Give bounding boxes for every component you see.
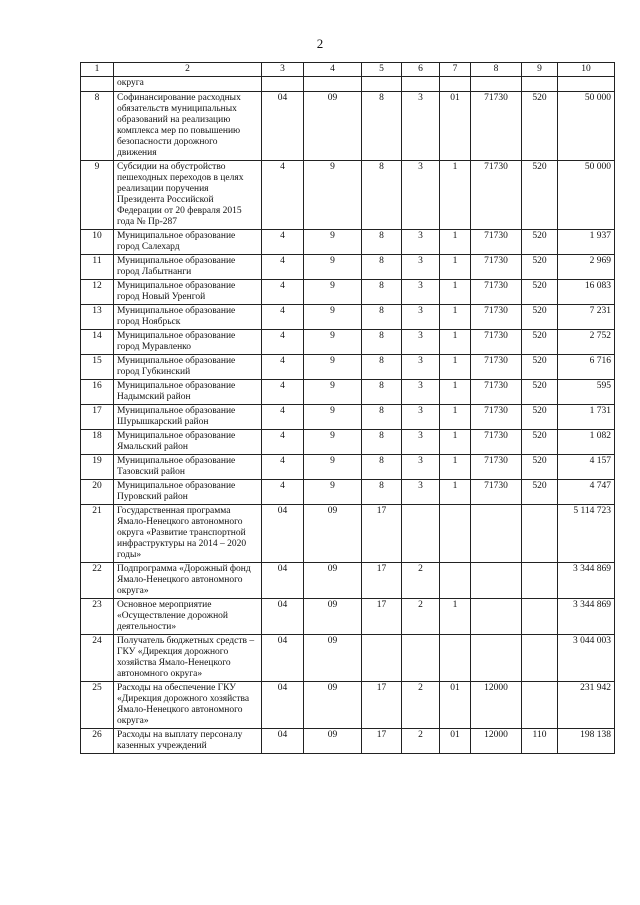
row-name: Подпрограмма «Дорожный фонд Ямало-Ненецкого автономного округа» xyxy=(114,563,262,599)
row-name: Муниципальное образование город Салехард xyxy=(114,230,262,255)
cell-expense-type: 520 xyxy=(522,355,558,380)
cell-amount: 1 082 xyxy=(558,430,615,455)
table-row xyxy=(81,505,615,563)
cell-subsection: 09 xyxy=(304,635,362,682)
cell-direction: 12000 xyxy=(471,729,522,754)
cell-activity: 01 xyxy=(440,682,471,729)
cell-section: 04 xyxy=(262,599,304,635)
continuation-row xyxy=(81,77,615,92)
cell-section: 4 xyxy=(262,280,304,305)
cell-subsection: 9 xyxy=(304,330,362,355)
row-number: 12 xyxy=(81,280,114,305)
row-number: 16 xyxy=(81,380,114,405)
row-number: 19 xyxy=(81,455,114,480)
cell-expense-type xyxy=(522,682,558,729)
cell-activity: 01 xyxy=(440,729,471,754)
cell-amount: 1 731 xyxy=(558,405,615,430)
cell-direction: 71730 xyxy=(471,305,522,330)
cell-expense-type: 520 xyxy=(522,280,558,305)
cell-subsection: 09 xyxy=(304,729,362,754)
row-number: 21 xyxy=(81,505,114,563)
cell-amount: 2 969 xyxy=(558,255,615,280)
cell-subprogram: 2 xyxy=(402,599,440,635)
row-name: Получатель бюджетных средств – ГКУ «Дирекция дорожного хозяйства Ямало-Ненецкого автономного округа» xyxy=(114,635,262,682)
cell-subsection: 9 xyxy=(304,380,362,405)
cell-program: 17 xyxy=(362,599,402,635)
cell-section: 4 xyxy=(262,405,304,430)
row-number: 26 xyxy=(81,729,114,754)
row-name: Муниципальное образование Пуровский район xyxy=(114,480,262,505)
cell-activity: 1 xyxy=(440,355,471,380)
row-name: округа xyxy=(114,77,262,92)
row-number: 10 xyxy=(81,230,114,255)
cell-subprogram xyxy=(402,505,440,563)
row-number: 8 xyxy=(81,92,114,161)
cell-amount: 4 747 xyxy=(558,480,615,505)
cell-direction: 12000 xyxy=(471,682,522,729)
cell-section: 4 xyxy=(262,380,304,405)
cell-direction xyxy=(471,505,522,563)
table-row xyxy=(81,430,615,455)
row-name: Муниципальное образование город Муравленко xyxy=(114,330,262,355)
table-row xyxy=(81,92,615,161)
cell-program: 8 xyxy=(362,161,402,230)
cell-expense-type xyxy=(522,599,558,635)
cell-program: 17 xyxy=(362,563,402,599)
row-name: Основное мероприятие «Осуществление дорожной деятельности» xyxy=(114,599,262,635)
cell-direction xyxy=(471,599,522,635)
cell-section: 4 xyxy=(262,305,304,330)
cell-subsection: 9 xyxy=(304,230,362,255)
cell-section: 4 xyxy=(262,161,304,230)
table-row xyxy=(81,355,615,380)
cell-subsection: 09 xyxy=(304,505,362,563)
cell-subsection: 9 xyxy=(304,280,362,305)
cell-expense-type: 520 xyxy=(522,330,558,355)
cell-expense-type: 520 xyxy=(522,380,558,405)
cell-activity xyxy=(440,563,471,599)
cell-amount: 3 344 869 xyxy=(558,599,615,635)
cell-direction: 71730 xyxy=(471,480,522,505)
cell-program: 8 xyxy=(362,305,402,330)
cell-direction: 71730 xyxy=(471,330,522,355)
cell-subsection: 9 xyxy=(304,405,362,430)
cell-activity: 1 xyxy=(440,405,471,430)
row-number: 9 xyxy=(81,161,114,230)
cell-direction: 71730 xyxy=(471,92,522,161)
cell-activity: 1 xyxy=(440,599,471,635)
row-name: Государственная программа Ямало-Ненецкого автономного округа «Развитие транспортной инфраструктуры на 2014 – 2020 годы» xyxy=(114,505,262,563)
cell-activity xyxy=(440,505,471,563)
column-header: 8 xyxy=(471,63,522,77)
cell-direction: 71730 xyxy=(471,355,522,380)
cell-section: 4 xyxy=(262,355,304,380)
cell-expense-type: 110 xyxy=(522,729,558,754)
cell-amount: 595 xyxy=(558,380,615,405)
table-row xyxy=(81,255,615,280)
cell-subsection: 9 xyxy=(304,355,362,380)
cell-amount: 231 942 xyxy=(558,682,615,729)
cell-amount: 16 083 xyxy=(558,280,615,305)
cell-subsection: 09 xyxy=(304,92,362,161)
cell-subprogram: 3 xyxy=(402,455,440,480)
cell-section: 4 xyxy=(262,455,304,480)
cell-expense-type: 520 xyxy=(522,480,558,505)
row-name: Расходы на обеспечение ГКУ «Дирекция дорожного хозяйства Ямало-Ненецкого автономного округа» xyxy=(114,682,262,729)
cell-subsection: 9 xyxy=(304,255,362,280)
cell-expense-type: 520 xyxy=(522,405,558,430)
column-header: 9 xyxy=(522,63,558,77)
cell-direction: 71730 xyxy=(471,430,522,455)
cell-subprogram: 3 xyxy=(402,380,440,405)
cell-direction: 71730 xyxy=(471,380,522,405)
column-header: 10 xyxy=(558,63,615,77)
cell-section: 04 xyxy=(262,729,304,754)
header-row xyxy=(81,63,615,77)
cell-subprogram: 3 xyxy=(402,280,440,305)
cell-direction: 71730 xyxy=(471,455,522,480)
cell-expense-type: 520 xyxy=(522,455,558,480)
cell-activity: 1 xyxy=(440,161,471,230)
table-row xyxy=(81,480,615,505)
cell-amount: 7 231 xyxy=(558,305,615,330)
cell-amount: 3 344 869 xyxy=(558,563,615,599)
row-name: Муниципальное образование город Новый Уренгой xyxy=(114,280,262,305)
table-row xyxy=(81,330,615,355)
cell-activity: 01 xyxy=(440,92,471,161)
cell-activity: 1 xyxy=(440,455,471,480)
row-number: 24 xyxy=(81,635,114,682)
cell-amount: 4 157 xyxy=(558,455,615,480)
cell-program: 8 xyxy=(362,230,402,255)
row-name: Муниципальное образование Шурышкарский район xyxy=(114,405,262,430)
cell-subprogram: 2 xyxy=(402,563,440,599)
cell-activity: 1 xyxy=(440,480,471,505)
cell-program xyxy=(362,635,402,682)
cell-program: 17 xyxy=(362,729,402,754)
cell-expense-type xyxy=(522,505,558,563)
cell-section: 04 xyxy=(262,563,304,599)
cell-activity xyxy=(440,635,471,682)
row-number: 23 xyxy=(81,599,114,635)
column-header: 4 xyxy=(304,63,362,77)
table-row xyxy=(81,682,615,729)
cell-subsection: 09 xyxy=(304,599,362,635)
cell-amount: 2 752 xyxy=(558,330,615,355)
cell-amount: 1 937 xyxy=(558,230,615,255)
table-row xyxy=(81,729,615,754)
cell-subprogram: 3 xyxy=(402,405,440,430)
cell-subprogram: 2 xyxy=(402,682,440,729)
row-name: Муниципальное образование Надымский район xyxy=(114,380,262,405)
row-number: 25 xyxy=(81,682,114,729)
row-number: 22 xyxy=(81,563,114,599)
table-row xyxy=(81,455,615,480)
cell-subprogram: 3 xyxy=(402,230,440,255)
cell-subsection: 9 xyxy=(304,161,362,230)
row-number: 13 xyxy=(81,305,114,330)
column-header: 2 xyxy=(114,63,262,77)
cell-section: 04 xyxy=(262,92,304,161)
cell-section: 4 xyxy=(262,255,304,280)
cell-activity: 1 xyxy=(440,430,471,455)
row-name: Софинансирование расходных обязательств муниципальных образований на реализацию комплекса мер по повышению безопасности дорожного движения xyxy=(114,92,262,161)
cell-program: 8 xyxy=(362,405,402,430)
column-header: 1 xyxy=(81,63,114,77)
cell-subprogram: 2 xyxy=(402,729,440,754)
cell-section: 04 xyxy=(262,635,304,682)
cell-direction: 71730 xyxy=(471,405,522,430)
cell-program: 8 xyxy=(362,455,402,480)
row-number: 20 xyxy=(81,480,114,505)
cell-subsection: 9 xyxy=(304,480,362,505)
cell-subprogram: 3 xyxy=(402,330,440,355)
cell-amount: 50 000 xyxy=(558,161,615,230)
column-header: 7 xyxy=(440,63,471,77)
cell-section: 4 xyxy=(262,330,304,355)
cell-subprogram: 3 xyxy=(402,430,440,455)
row-name: Муниципальное образование Ямальский район xyxy=(114,430,262,455)
cell-section: 4 xyxy=(262,230,304,255)
row-name: Муниципальное образование город Губкинский xyxy=(114,355,262,380)
cell-expense-type: 520 xyxy=(522,161,558,230)
cell-subprogram: 3 xyxy=(402,355,440,380)
column-header: 5 xyxy=(362,63,402,77)
cell-expense-type: 520 xyxy=(522,255,558,280)
cell-program: 8 xyxy=(362,355,402,380)
row-name: Расходы на выплату персоналу казенных учреждений xyxy=(114,729,262,754)
cell-program: 8 xyxy=(362,280,402,305)
cell-subprogram: 3 xyxy=(402,305,440,330)
table-row xyxy=(81,230,615,255)
cell-program: 8 xyxy=(362,430,402,455)
cell-subprogram: 3 xyxy=(402,480,440,505)
cell-section: 04 xyxy=(262,505,304,563)
cell-activity: 1 xyxy=(440,330,471,355)
cell-program: 8 xyxy=(362,255,402,280)
table-row xyxy=(81,305,615,330)
cell-subsection: 9 xyxy=(304,305,362,330)
cell-expense-type: 520 xyxy=(522,92,558,161)
budget-table xyxy=(80,62,615,754)
cell-amount: 6 716 xyxy=(558,355,615,380)
cell-amount: 198 138 xyxy=(558,729,615,754)
cell-direction: 71730 xyxy=(471,230,522,255)
cell-amount: 50 000 xyxy=(558,92,615,161)
cell-activity: 1 xyxy=(440,380,471,405)
cell-activity: 1 xyxy=(440,280,471,305)
page-number: 2 xyxy=(316,36,324,51)
table-row xyxy=(81,161,615,230)
cell-expense-type xyxy=(522,635,558,682)
row-name: Муниципальное образование город Лабытнанги xyxy=(114,255,262,280)
row-name: Муниципальное образование Тазовский район xyxy=(114,455,262,480)
cell-program: 8 xyxy=(362,480,402,505)
row-number: 17 xyxy=(81,405,114,430)
table-row xyxy=(81,635,615,682)
cell-expense-type: 520 xyxy=(522,305,558,330)
cell-program: 17 xyxy=(362,682,402,729)
table-row xyxy=(81,599,615,635)
cell-subsection: 09 xyxy=(304,563,362,599)
cell-program: 8 xyxy=(362,380,402,405)
cell-section: 4 xyxy=(262,480,304,505)
cell-direction xyxy=(471,563,522,599)
cell-subprogram: 3 xyxy=(402,92,440,161)
cell-subsection: 9 xyxy=(304,430,362,455)
cell-section: 04 xyxy=(262,682,304,729)
cell-activity: 1 xyxy=(440,230,471,255)
table-row xyxy=(81,380,615,405)
cell-section: 4 xyxy=(262,430,304,455)
row-number: 18 xyxy=(81,430,114,455)
cell-expense-type: 520 xyxy=(522,230,558,255)
cell-direction: 71730 xyxy=(471,161,522,230)
cell-direction: 71730 xyxy=(471,255,522,280)
column-header: 6 xyxy=(402,63,440,77)
cell-activity: 1 xyxy=(440,305,471,330)
cell-program: 8 xyxy=(362,330,402,355)
cell-program: 17 xyxy=(362,505,402,563)
table-row xyxy=(81,405,615,430)
cell-subsection: 09 xyxy=(304,682,362,729)
row-name: Субсидии на обустройство пешеходных переходов в целях реализации поручения Президента Российской Федерации от 20 февраля 2015 года № Пр-287 xyxy=(114,161,262,230)
row-number: 14 xyxy=(81,330,114,355)
cell-subprogram: 3 xyxy=(402,161,440,230)
cell-amount: 5 114 723 xyxy=(558,505,615,563)
row-number: 15 xyxy=(81,355,114,380)
cell-expense-type: 520 xyxy=(522,430,558,455)
row-name: Муниципальное образование город Ноябрьск xyxy=(114,305,262,330)
cell-subprogram xyxy=(402,635,440,682)
table-row xyxy=(81,280,615,305)
cell-amount: 3 044 003 xyxy=(558,635,615,682)
row-number: 11 xyxy=(81,255,114,280)
column-header: 3 xyxy=(262,63,304,77)
cell-direction xyxy=(471,635,522,682)
table-row xyxy=(81,563,615,599)
cell-subprogram: 3 xyxy=(402,255,440,280)
cell-activity: 1 xyxy=(440,255,471,280)
cell-direction: 71730 xyxy=(471,280,522,305)
cell-subsection: 9 xyxy=(304,455,362,480)
cell-program: 8 xyxy=(362,92,402,161)
cell-expense-type xyxy=(522,563,558,599)
